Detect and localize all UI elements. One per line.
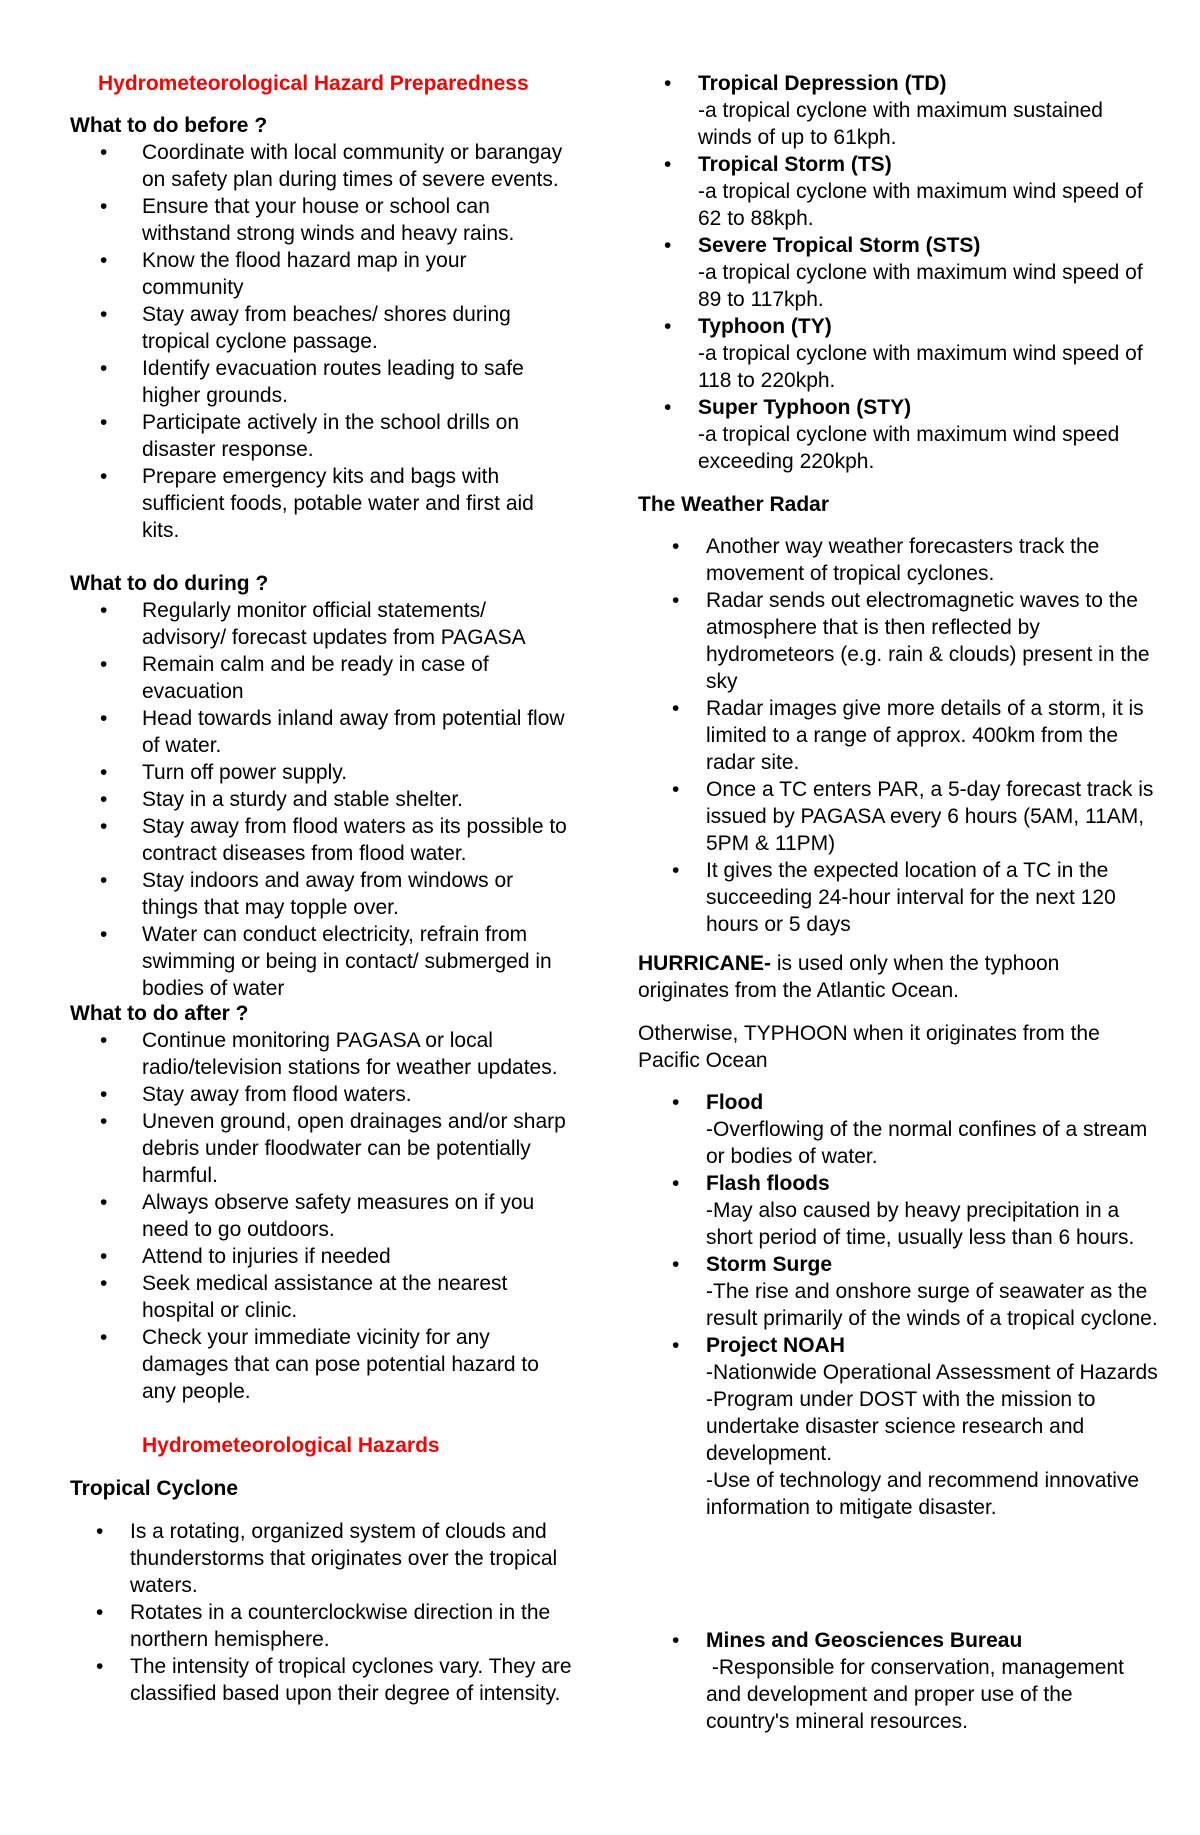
list-item: • Super Typhoon (STY) -a tropical cyclone with maximum wind speed exceeding 220kph. [664,396,1120,473]
list-item: • Tropical Storm (TS) -a tropical cyclone with maximum wind speed of 62 to 88kph. [664,153,1143,230]
cyclone-class-list [638,70,1158,475]
bullet-icon: • [672,1629,680,1652]
list-item: • Stay away from flood waters as its possible to contract diseases from flood water. [100,815,567,865]
bullet-icon: • [96,1520,104,1543]
bullet-icon: • [100,1245,108,1268]
bullet-icon: • [664,72,672,95]
bullet-icon: • [100,357,108,380]
bullet-icon: • [100,1110,108,1133]
bullet-icon: • [672,859,680,882]
page-title: Hydrometeorological Hazard Preparedness [98,72,529,95]
list-item: • Continue monitoring PAGASA or local radio/television stations for weather updates. [100,1029,558,1079]
list-item: • Project NOAH -Nationwide Operational Assessment of Hazards -Program under DOST with the mission to undertake disaster science research and development. -Use of technology and recommend innovative information to mitigate disaster. [672,1334,1158,1519]
bullet-icon: • [672,1091,680,1114]
terms-list [638,1089,1158,1521]
list-item: • Once a TC enters PAR, a 5-day forecast track is issued by PAGASA every 6 hours (5AM, 11AM, 5PM & 11PM) [672,778,1154,855]
during-list [70,597,570,1002]
tc-heading: Tropical Cyclone [70,1477,239,1500]
list-item: • Participate actively in the school drills on disaster response. [100,411,520,461]
list-item: • Tropical Depression (TD) -a tropical cyclone with maximum sustained winds of up to 61kph. [664,72,1103,149]
list-item: • Ensure that your house or school can withstand strong winds and heavy rains. [100,195,515,245]
bullet-icon: • [672,535,680,558]
bullet-icon: • [100,653,108,676]
bullet-icon: • [100,788,108,811]
tc-list [70,1518,580,1707]
list-item: • Severe Tropical Storm (STS) -a tropical cyclone with maximum wind speed of 89 to 117kph. [664,234,1143,311]
radar-heading: The Weather Radar [638,493,829,516]
bullet-icon: • [100,1191,108,1214]
list-item: • Identify evacuation routes leading to safe higher grounds. [100,357,524,407]
bullet-icon: • [96,1601,104,1624]
bullet-icon: • [100,465,108,488]
bullet-icon: • [100,1029,108,1052]
list-item: • Radar images give more details of a storm, it is limited to a range of approx. 400km from the radar site. [672,697,1144,774]
bullet-icon: • [100,411,108,434]
bullet-icon: • [672,1334,680,1357]
bullet-icon: • [672,589,680,612]
list-item: • Prepare emergency kits and bags with sufficient foods, potable water and first aid kits. [100,465,534,542]
bullet-icon: • [672,778,680,801]
mgb-list [638,1627,1158,1735]
bullet-icon: • [100,141,108,164]
bullet-icon: • [100,599,108,622]
bullet-icon: • [672,697,680,720]
list-item: • Flash floods -May also caused by heavy precipitation in a short period of time, usually less than 6 hours. [672,1172,1135,1249]
list-item: • Know the flood hazard map in your community [100,249,467,299]
list-item: • It gives the expected location of a TC in the succeeding 24-hour interval for the next 120 hours or 5 days [672,859,1116,936]
list-item: • Stay in a sturdy and stable shelter. [100,788,464,811]
list-item: • Mines and Geosciences Bureau -Responsible for conservation, management and development and proper use of the country's mineral resources. [672,1629,1130,1733]
list-item: • Stay away from beaches/ shores during tropical cyclone passage. [100,303,511,353]
list-item: • Rotates in a counterclockwise direction in the northern hemisphere. [96,1601,551,1651]
radar-list [638,533,1158,938]
bullet-icon: • [100,923,108,946]
bullet-icon: • [664,396,672,419]
list-item: • Coordinate with local community or barangay on safety plan during times of severe events. [100,141,563,191]
bullet-icon: • [664,234,672,257]
list-item: • The intensity of tropical cyclones vary. They are classified based upon their degree of intensity. [96,1655,572,1705]
list-item: • Stay away from flood waters. [100,1083,412,1106]
after-heading: What to do after ? [70,1002,249,1025]
bullet-icon: • [100,195,108,218]
bullet-icon: • [672,1253,680,1276]
list-item: • Stay indoors and away from windows or things that may topple over. [100,869,514,919]
list-item: • Another way weather forecasters track the movement of tropical cyclones. [672,535,1100,585]
bullet-icon: • [100,249,108,272]
list-item: • Uneven ground, open drainages and/or sharp debris under floodwater can be potentially harmful. [100,1110,566,1187]
bullet-icon: • [100,1272,108,1295]
bullet-icon: • [100,303,108,326]
before-heading: What to do before ? [70,114,268,137]
bullet-icon: • [100,707,108,730]
bullet-icon: • [672,1172,680,1195]
bullet-icon: • [100,761,108,784]
after-list [70,1027,570,1405]
hazards-title: Hydrometeorological Hazards [142,1434,440,1457]
hurricane-paragraph: HURRICANE- is used only when the typhoon originates from the Atlantic Ocean. [638,952,1060,1002]
list-item: • Turn off power supply. [100,761,348,784]
bullet-icon: • [100,869,108,892]
list-item: • Seek medical assistance at the nearest hospital or clinic. [100,1272,508,1322]
bullet-icon: • [100,1083,108,1106]
during-heading: What to do during ? [70,572,269,595]
list-item: • Water can conduct electricity, refrain from swimming or being in contact/ submerged in bodies of water [100,923,552,1000]
otherwise-paragraph: Otherwise, TYPHOON when it originates from the Pacific Ocean [638,1022,1100,1072]
list-item: • Typhoon (TY) -a tropical cyclone with maximum wind speed of 118 to 220kph. [664,315,1143,392]
list-item: • Remain calm and be ready in case of evacuation [100,653,489,703]
before-list [70,139,570,544]
list-item: • Is a rotating, organized system of clouds and thunderstorms that originates over the tropical waters. [96,1520,558,1597]
list-item: • Check your immediate vicinity for any damages that can pose potential hazard to any people. [100,1326,539,1403]
list-item: • Flood -Overflowing of the normal confines of a stream or bodies of water. [672,1091,1148,1168]
list-item: • Regularly monitor official statements/ advisory/ forecast updates from PAGASA [100,599,526,649]
bullet-icon: • [100,815,108,838]
bullet-icon: • [96,1655,104,1678]
bullet-icon: • [664,153,672,176]
list-item: • Always observe safety measures on if you need to go outdoors. [100,1191,535,1241]
list-item: • Radar sends out electromagnetic waves to the atmosphere that is then reflected by hydrometeors (e.g. rain & clouds) present in the sky [672,589,1150,693]
list-item: • Head towards inland away from potential flow of water. [100,707,565,757]
list-item: • Attend to injuries if needed [100,1245,391,1268]
bullet-icon: • [100,1326,108,1349]
bullet-icon: • [664,315,672,338]
list-item: • Storm Surge -The rise and onshore surge of seawater as the result primarily of the winds of a tropical cyclone. [672,1253,1158,1330]
